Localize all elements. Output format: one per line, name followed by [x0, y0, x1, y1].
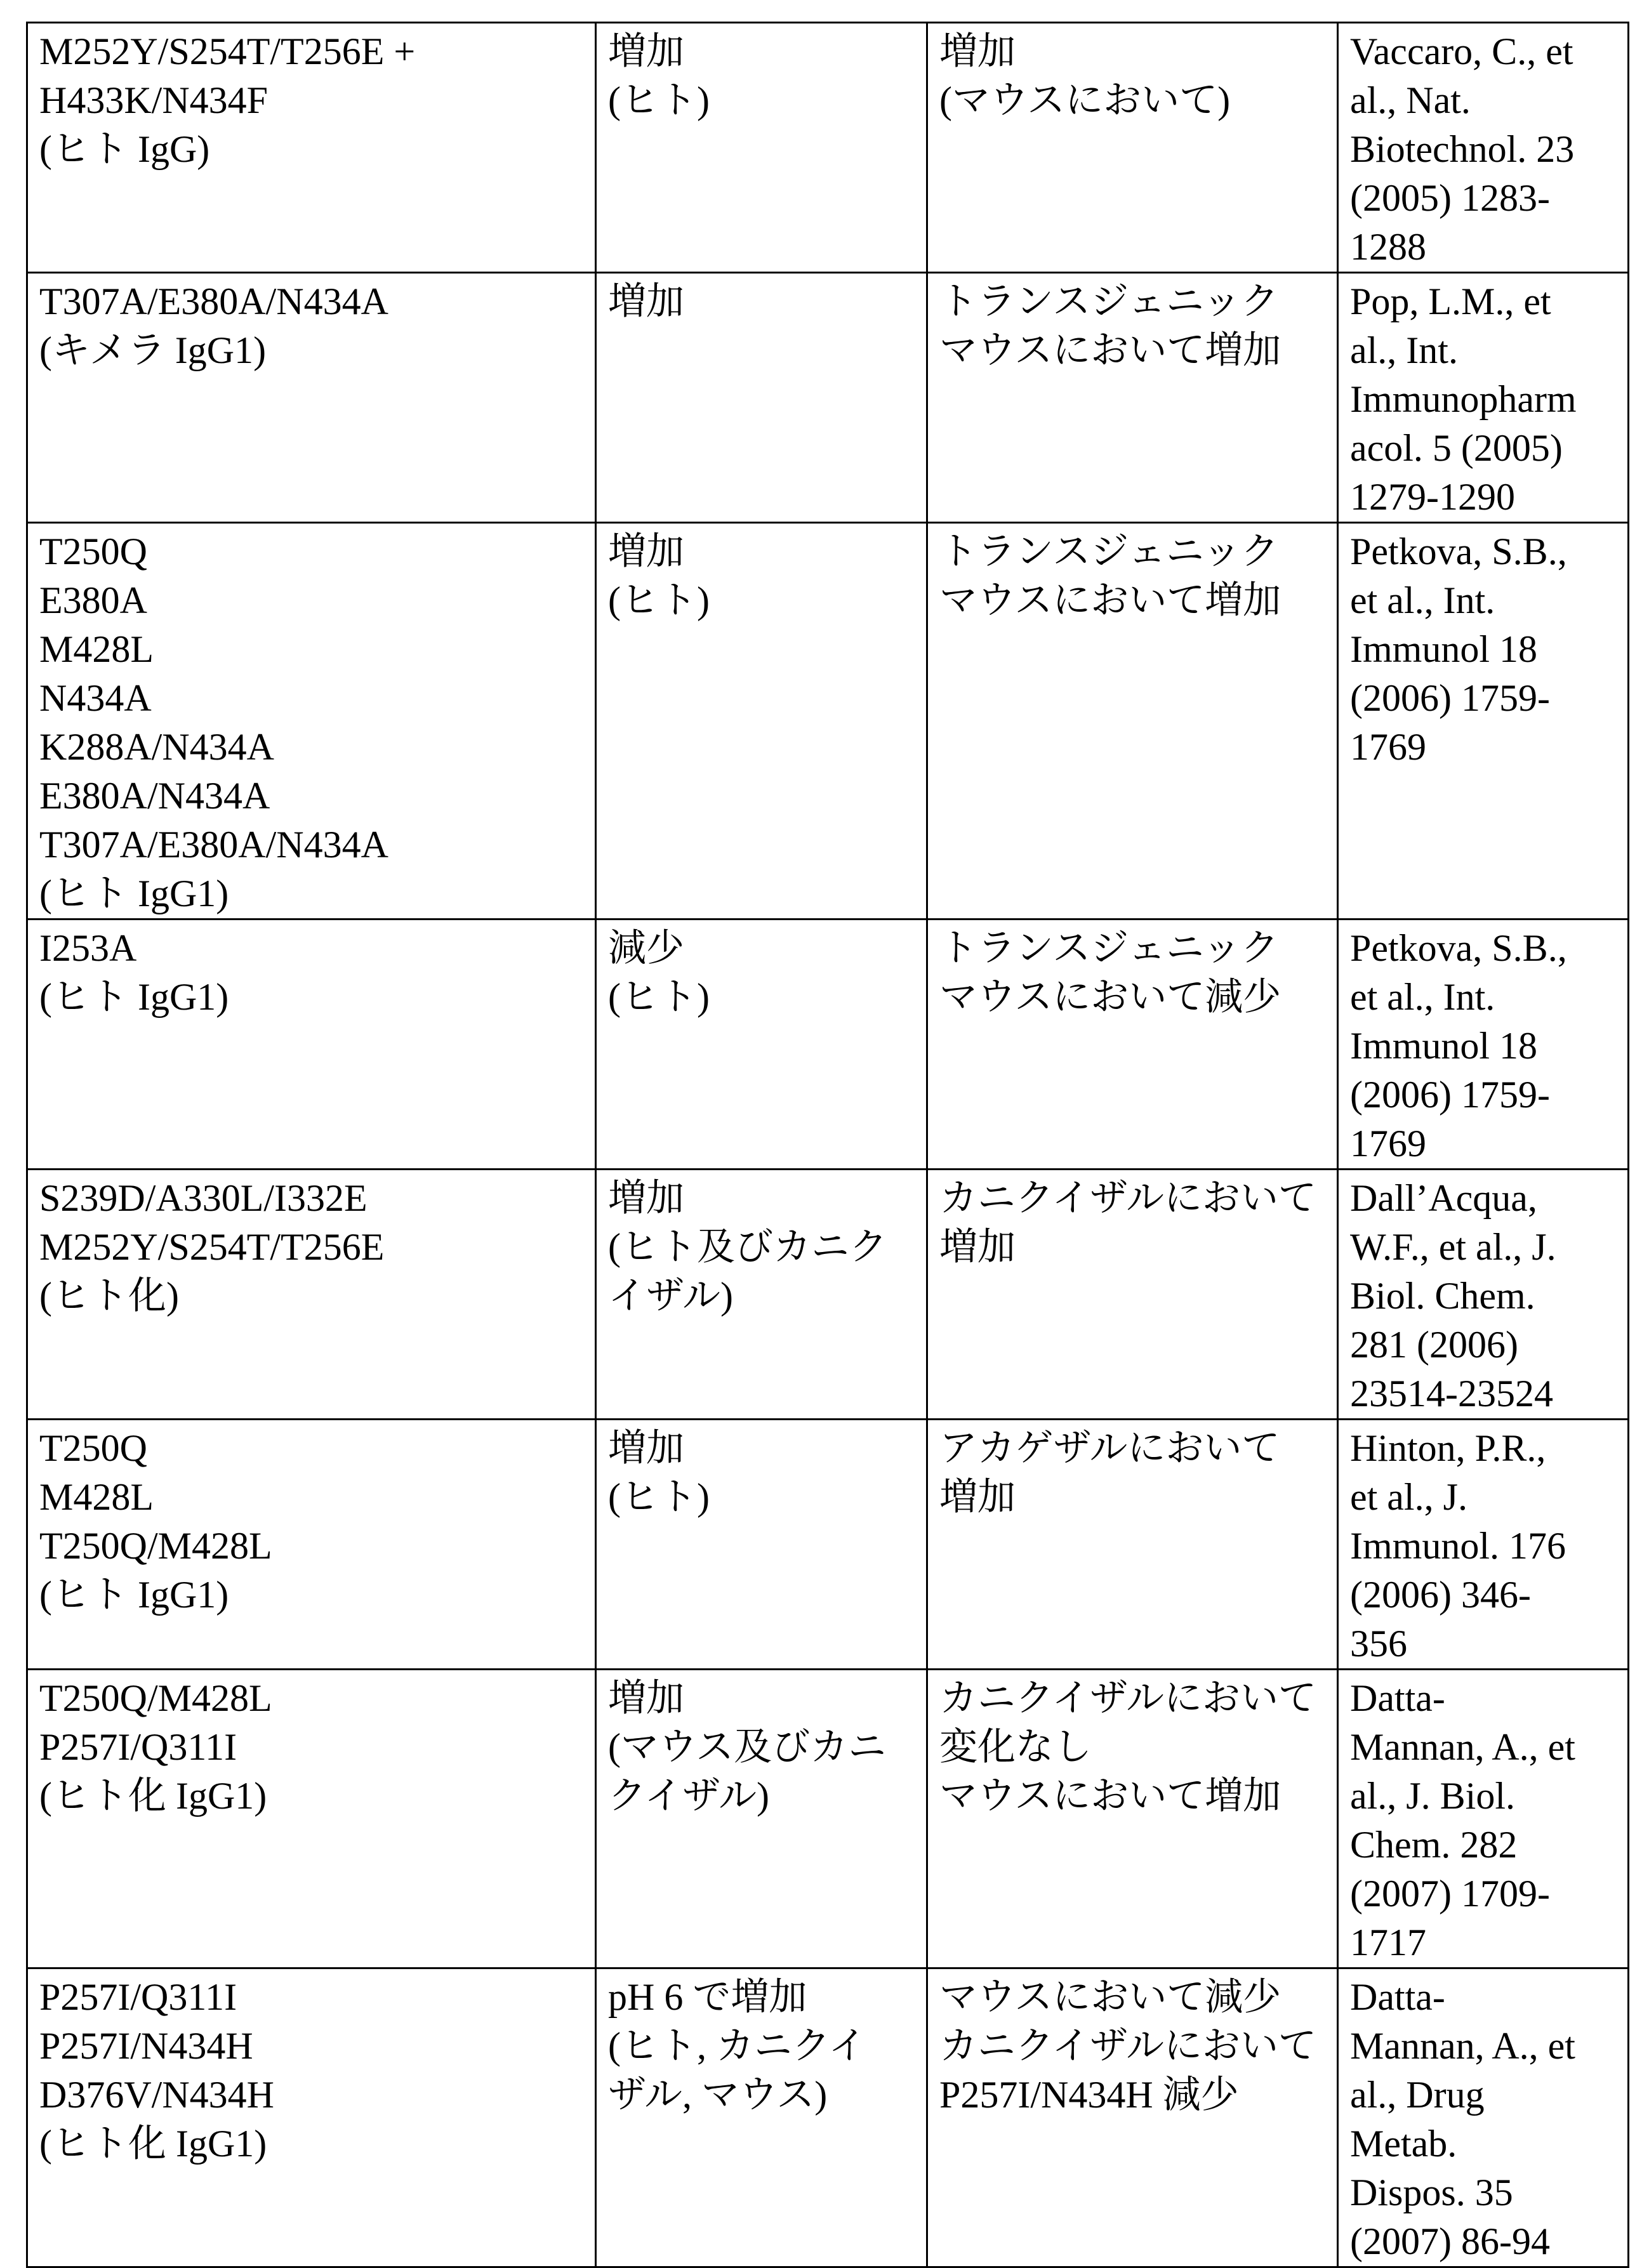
- reference-cell: [1338, 920, 1629, 1170]
- reference-cell-line: Chem. 282: [1350, 1821, 1616, 1869]
- variant-cell-line: M252Y/S254T/T256E +: [39, 27, 583, 76]
- variant-cell-line: H433K/N434F: [39, 76, 583, 125]
- half-life-cell-line: カニクイザルにおいて: [939, 2022, 1325, 2071]
- variant-cell-line: (ヒト IgG1): [39, 973, 583, 1022]
- table-row: [27, 920, 1629, 1170]
- variant-cell-line: P257I/N434H: [39, 2022, 583, 2071]
- table-row: [27, 1420, 1629, 1670]
- reference-cell: [1338, 1170, 1629, 1420]
- binding-cell-line: pH 6 で増加: [608, 1973, 915, 2022]
- variant-cell-line: (ヒト IgG1): [39, 869, 583, 918]
- reference-cell: [1338, 1968, 1629, 2267]
- reference-cell: [1338, 1420, 1629, 1670]
- binding-cell-line: 減少: [608, 924, 915, 973]
- reference-cell-line: Petkova, S.B.,: [1350, 527, 1616, 576]
- variant-cell: [27, 1170, 596, 1420]
- reference-cell-line: 1769: [1350, 723, 1616, 772]
- binding-cell-line: (ヒト及びカニク: [608, 1223, 915, 1272]
- binding-cell-line: 増加: [608, 1674, 915, 1723]
- variant-cell-line: T250Q/M428L: [39, 1522, 583, 1571]
- reference-cell-line: Petkova, S.B.,: [1350, 924, 1616, 973]
- reference-cell-line: 1279-1290: [1350, 473, 1616, 522]
- variant-cell: [27, 1670, 596, 1968]
- reference-cell-line: (2007) 1709-: [1350, 1869, 1616, 1918]
- reference-cell-line: et al., Int.: [1350, 576, 1616, 625]
- variant-cell-line: T307A/E380A/N434A: [39, 821, 583, 869]
- variant-cell-line: (ヒト化 IgG1): [39, 2120, 583, 2168]
- table-row: [27, 1670, 1629, 1968]
- binding-cell-line: (ヒト): [608, 76, 915, 125]
- variant-cell-line: (ヒト化): [39, 1272, 583, 1321]
- half-life-cell-line: アカゲザルにおいて: [939, 1424, 1325, 1473]
- reference-cell-line: Mannan, A., et: [1350, 1723, 1616, 1772]
- half-life-cell: [927, 273, 1338, 523]
- variant-cell-line: K288A/N434A: [39, 723, 583, 772]
- reference-cell-line: acol. 5 (2005): [1350, 424, 1616, 473]
- variant-cell-line: M428L: [39, 625, 583, 674]
- variant-cell: [27, 1968, 596, 2267]
- half-life-cell-line: トランスジェニック: [939, 924, 1325, 973]
- variant-cell-line: P257I/Q311I: [39, 1723, 583, 1772]
- reference-cell-line: al., J. Biol.: [1350, 1772, 1616, 1821]
- reference-cell-line: (2006) 1759-: [1350, 1071, 1616, 1119]
- reference-cell-line: (2006) 1759-: [1350, 674, 1616, 723]
- half-life-cell-line: P257I/N434H 減少: [939, 2071, 1325, 2120]
- binding-cell-line: 増加: [608, 1424, 915, 1473]
- variant-cell: [27, 523, 596, 920]
- binding-cell: [596, 920, 927, 1170]
- half-life-cell-line: マウスにおいて増加: [939, 326, 1325, 375]
- half-life-cell-line: マウスにおいて増加: [939, 576, 1325, 625]
- reference-cell-line: (2007) 86-94: [1350, 2217, 1616, 2266]
- variant-cell-line: (ヒト IgG): [39, 125, 583, 174]
- half-life-cell-line: 増加: [939, 27, 1325, 76]
- variant-cell-line: S239D/A330L/I332E: [39, 1174, 583, 1223]
- reference-cell-line: 23514-23524: [1350, 1369, 1616, 1418]
- reference-cell-line: al., Nat.: [1350, 76, 1616, 125]
- reference-cell-line: et al., J.: [1350, 1473, 1616, 1522]
- variant-cell-line: M252Y/S254T/T256E: [39, 1223, 583, 1272]
- half-life-cell: [927, 23, 1338, 273]
- binding-cell-line: (マウス及びカニ: [608, 1723, 915, 1772]
- binding-cell: [596, 1968, 927, 2267]
- reference-cell-line: Dall’Acqua,: [1350, 1174, 1616, 1223]
- reference-cell-line: Datta-: [1350, 1674, 1616, 1723]
- binding-cell-line: 増加: [608, 1174, 915, 1223]
- variant-cell-line: T250Q: [39, 527, 583, 576]
- variant-cell-line: (キメラ IgG1): [39, 326, 583, 375]
- reference-cell-line: 1288: [1350, 223, 1616, 272]
- variant-cell-line: P257I/Q311I: [39, 1973, 583, 2022]
- half-life-cell-line: マウスにおいて増加: [939, 1772, 1325, 1821]
- variant-cell-line: (ヒト化 IgG1): [39, 1772, 583, 1821]
- variant-cell-line: E380A: [39, 576, 583, 625]
- reference-cell-line: Immunol 18: [1350, 1022, 1616, 1071]
- half-life-cell: [927, 1170, 1338, 1420]
- variant-cell-line: E380A/N434A: [39, 772, 583, 821]
- variant-cell: [27, 1420, 596, 1670]
- variant-cell-line: T250Q/M428L: [39, 1674, 583, 1723]
- reference-cell-line: (2005) 1283-: [1350, 174, 1616, 223]
- half-life-cell: [927, 1968, 1338, 2267]
- reference-cell-line: 281 (2006): [1350, 1321, 1616, 1369]
- binding-cell-line: (ヒト, カニクイ: [608, 2022, 915, 2071]
- binding-cell-line: ザル, マウス): [608, 2071, 915, 2120]
- reference-cell-line: Biol. Chem.: [1350, 1272, 1616, 1321]
- binding-cell-line: (ヒト): [608, 576, 915, 625]
- table-row: [27, 523, 1629, 920]
- variant-cell-line: (ヒト IgG1): [39, 1571, 583, 1619]
- reference-cell-line: W.F., et al., J.: [1350, 1223, 1616, 1272]
- variant-cell-line: T250Q: [39, 1424, 583, 1473]
- half-life-cell: [927, 523, 1338, 920]
- reference-cell: [1338, 273, 1629, 523]
- half-life-cell-line: カニクイザルにおいて: [939, 1174, 1325, 1223]
- binding-cell-line: イザル): [608, 1272, 915, 1321]
- variant-cell-line: M428L: [39, 1473, 583, 1522]
- reference-cell-line: Pop, L.M., et: [1350, 277, 1616, 326]
- reference-cell-line: 1769: [1350, 1119, 1616, 1168]
- fc-variant-table: [26, 22, 1629, 2268]
- half-life-cell-line: 増加: [939, 1223, 1325, 1272]
- half-life-cell-line: マウスにおいて減少: [939, 973, 1325, 1022]
- binding-cell-line: 増加: [608, 27, 915, 76]
- half-life-cell-line: トランスジェニック: [939, 277, 1325, 326]
- binding-cell: [596, 1670, 927, 1968]
- variant-cell-line: I253A: [39, 924, 583, 973]
- binding-cell: [596, 273, 927, 523]
- table-row: [27, 1968, 1629, 2267]
- variant-cell: [27, 920, 596, 1170]
- reference-cell-line: Immunol 18: [1350, 625, 1616, 674]
- half-life-cell-line: トランスジェニック: [939, 527, 1325, 576]
- binding-cell-line: 増加: [608, 527, 915, 576]
- reference-cell-line: et al., Int.: [1350, 973, 1616, 1022]
- table-row: [27, 23, 1629, 273]
- table-row: [27, 1170, 1629, 1420]
- reference-cell-line: 1717: [1350, 1918, 1616, 1967]
- reference-cell-line: Dispos. 35: [1350, 2168, 1616, 2217]
- reference-cell-line: Vaccaro, C., et: [1350, 27, 1616, 76]
- reference-cell: [1338, 523, 1629, 920]
- binding-cell-line: (ヒト): [608, 1473, 915, 1522]
- half-life-cell: [927, 920, 1338, 1170]
- half-life-cell-line: マウスにおいて減少: [939, 1973, 1325, 2022]
- half-life-cell-line: 変化なし: [939, 1723, 1325, 1772]
- half-life-cell-line: カニクイザルにおいて: [939, 1674, 1325, 1723]
- binding-cell: [596, 1170, 927, 1420]
- variant-cell-line: N434A: [39, 674, 583, 723]
- reference-cell-line: Immunol. 176: [1350, 1522, 1616, 1571]
- reference-cell-line: al., Int.: [1350, 326, 1616, 375]
- reference-cell-line: Immunopharm: [1350, 375, 1616, 424]
- binding-cell-line: クイザル): [608, 1772, 915, 1821]
- reference-cell: [1338, 23, 1629, 273]
- reference-cell-line: Biotechnol. 23: [1350, 125, 1616, 174]
- reference-cell-line: Metab.: [1350, 2120, 1616, 2168]
- reference-cell-line: al., Drug: [1350, 2071, 1616, 2120]
- reference-cell: [1338, 1670, 1629, 1968]
- half-life-cell: [927, 1420, 1338, 1670]
- binding-cell: [596, 23, 927, 273]
- half-life-cell-line: 増加: [939, 1473, 1325, 1522]
- binding-cell: [596, 523, 927, 920]
- variant-cell: [27, 23, 596, 273]
- reference-cell-line: Datta-: [1350, 1973, 1616, 2022]
- binding-cell: [596, 1420, 927, 1670]
- table-row: [27, 273, 1629, 523]
- variant-cell-line: T307A/E380A/N434A: [39, 277, 583, 326]
- reference-cell-line: Hinton, P.R.,: [1350, 1424, 1616, 1473]
- reference-cell-line: Mannan, A., et: [1350, 2022, 1616, 2071]
- half-life-cell-line: (マウスにおいて): [939, 76, 1325, 125]
- binding-cell-line: 増加: [608, 277, 915, 326]
- reference-cell-line: 356: [1350, 1619, 1616, 1668]
- table-body: [27, 23, 1629, 2267]
- binding-cell-line: (ヒト): [608, 973, 915, 1022]
- reference-cell-line: (2006) 346-: [1350, 1571, 1616, 1619]
- half-life-cell: [927, 1670, 1338, 1968]
- variant-cell-line: D376V/N434H: [39, 2071, 583, 2120]
- variant-cell: [27, 273, 596, 523]
